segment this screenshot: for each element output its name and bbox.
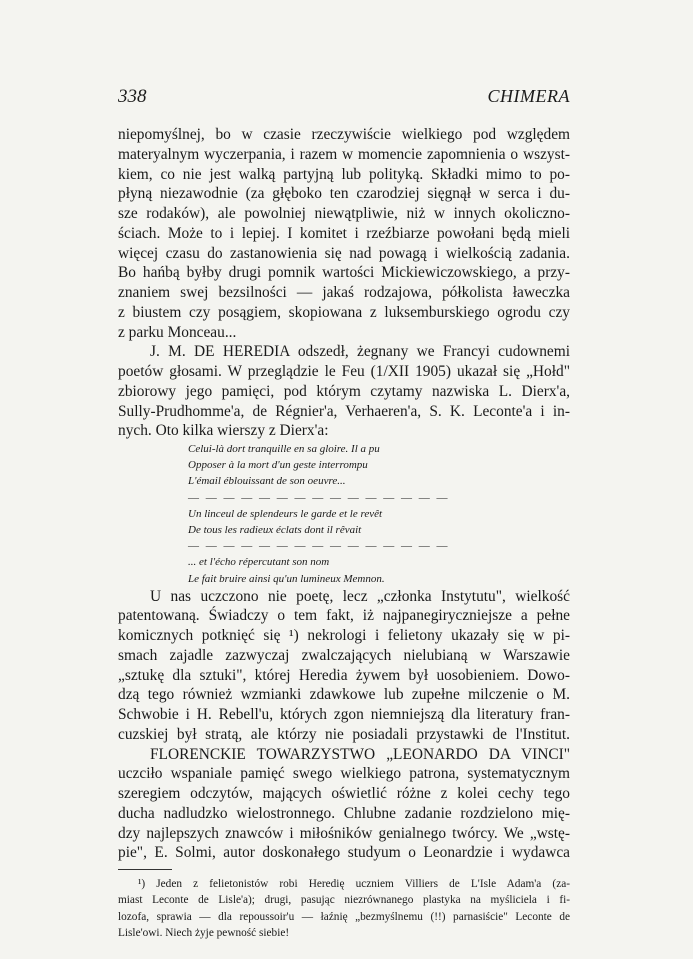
text-line: komicznych potknięć się ¹) nekrologi i felietony ukazały się w pi- (118, 627, 570, 645)
text-line: dzą tego również wzmianki zdawkowe lub zupełne milczenie o M. (118, 686, 570, 704)
page-number: 338 (118, 86, 147, 107)
text-line: ściach. Może to i lepiej. I komitet i rzeźbiarze powołani będą mieli (118, 224, 570, 242)
paragraph-3 (118, 587, 570, 745)
verse-ellipsis-dashes: — — — — — — — — — — — — — — — (188, 540, 450, 553)
text-line: więcej czasu do zastanowienia się nad powagą i wielkością zadania. (118, 244, 570, 262)
verse-line: ... et l'écho répercutant son nom (188, 556, 330, 569)
text-line: „sztukę dla sztuki", której Heredia żywem był uosobieniem. Dowo- (118, 666, 570, 684)
text-line: dzy najlepszych znawców i miłośników genialnego twórcy. We „wstę- (118, 824, 570, 842)
text-line: z biustem czy posągiem, skopiowana z luksemburskiego ogrodu czy (118, 303, 570, 321)
paragraph-4 (118, 745, 570, 864)
verse-line: L'émail éblouissant de son oeuvre... (188, 475, 346, 488)
footnote-line: Lisle'owi. Niech żyje pewność siebie! (118, 927, 290, 940)
verse-line: De tous les radieux éclats dont il rêvait (188, 523, 362, 536)
text-line: U nas uczczono nie poetę, lecz „członka Instytutu", wielkość (150, 587, 570, 605)
text-line: poetów głosami. W przeglądzie le Feu (1/XII 1905) ukazał się „Hołd" (118, 363, 570, 380)
text-line: cuzskiej był stratą, ale którzy nie posiadali przystawki de l'Institut. (118, 725, 570, 743)
text-line: sze rodaków), ale powolniej niewątpliwie, niż w innych okoliczno- (118, 205, 570, 222)
running-title: CHIMERA (487, 86, 570, 106)
verse-line: Celui-là dort tranquille en sa gloire. Il a pu (188, 443, 380, 455)
text-line: nych. Oto kilka wierszy z Dierx'a: (118, 422, 329, 440)
footnote-line: lozofa, sprawia — dla repoussoir'u — łaźnię „bezmyślnemu (!!) parnasiście" Leconte de (118, 910, 570, 923)
text-line: niepomyślnej, bo w czasie rzeczywiście wielkiego pod względem (118, 126, 570, 143)
footnote-line: ¹) Jeden z felietonistów robi Heredię uczniem Villiers de L'Isle Adam'a (za- (138, 878, 570, 891)
footnote-rule (118, 869, 172, 870)
text-line: szeregiem odczytów, mających oświetlić różne z kolei cechy tego (118, 785, 570, 803)
verse-ellipsis-dashes: — — — — — — — — — — — — — — — (188, 491, 450, 504)
poem-quote (188, 441, 488, 587)
text-line: FLORENCKIE TOWARZYSTWO „LEONARDO DA VINCI" (150, 745, 570, 763)
text-line: kiem, co nie jest walką partyjną lub polityką. Składki mimo to po- (118, 165, 570, 183)
text-line: zbiorowy jego pamięci, pod którym czytamy nazwiska L. Dierx'a, (118, 382, 570, 400)
verse-line: Un linceul de splendeurs le garde et le revêt (188, 507, 383, 520)
text-line: smach zajadle zazwyczaj zwalczających nielubianą w Warszawie (118, 646, 570, 664)
verse-line: Opposer à la mort d'un geste interrompu (188, 459, 368, 472)
text-line: płyną niezawodnie (za głęboko ten czarodziej sięgnął w serca i du- (118, 185, 570, 203)
text-line: ducha nadludzko wielostronnego. Chlubne zadanie rozdzielono mię- (118, 804, 570, 822)
page-body (118, 125, 570, 941)
footnote (118, 876, 570, 941)
text-line: J. M. DE HEREDIA odszedł, żegnany we Francyi cudownemi (150, 343, 570, 361)
text-line: patentowaną. Świadczy o tem fakt, iż najpanegiryczniejsze a pełne (118, 607, 570, 625)
verse-line: Le fait bruire ainsi qu'un lumineux Memnon. (188, 572, 385, 585)
text-line: Schwobie i H. Rebell'u, których zgon niemniejszą dla literatury fran- (118, 706, 570, 724)
page-header (118, 86, 570, 110)
text-line: pie", E. Solmi, autor doskonałego studyum o Leonardzie i wydawca (118, 844, 570, 862)
footnote-line: miast Leconte de Lisle'a); drugi, pasując niezrównanego plastyka na myśliciela i fi- (118, 894, 570, 907)
text-line: Bo hańbą byłby drugi pomnik wartości Mickiewiczowskiego, a przy- (118, 264, 570, 282)
paragraph-2 (118, 342, 570, 441)
text-line: uczciło wspaniale pamięć swego wielkiego patrona, systematycznym (118, 765, 570, 783)
text-line: materyalnym wyczerpania, i razem w momencie zapomnienia o wszyst- (118, 145, 570, 163)
paragraph-1 (118, 125, 570, 342)
text-line: Sully-Prudhomme'a, de Régnier'a, Verhaeren'a, S. K. Leconte'a i in- (118, 402, 570, 420)
text-line: z parku Monceau... (118, 323, 237, 341)
text-line: znaniem swej bezsilności — jakaś rodzajowa, półkolista ławeczka (118, 284, 570, 301)
